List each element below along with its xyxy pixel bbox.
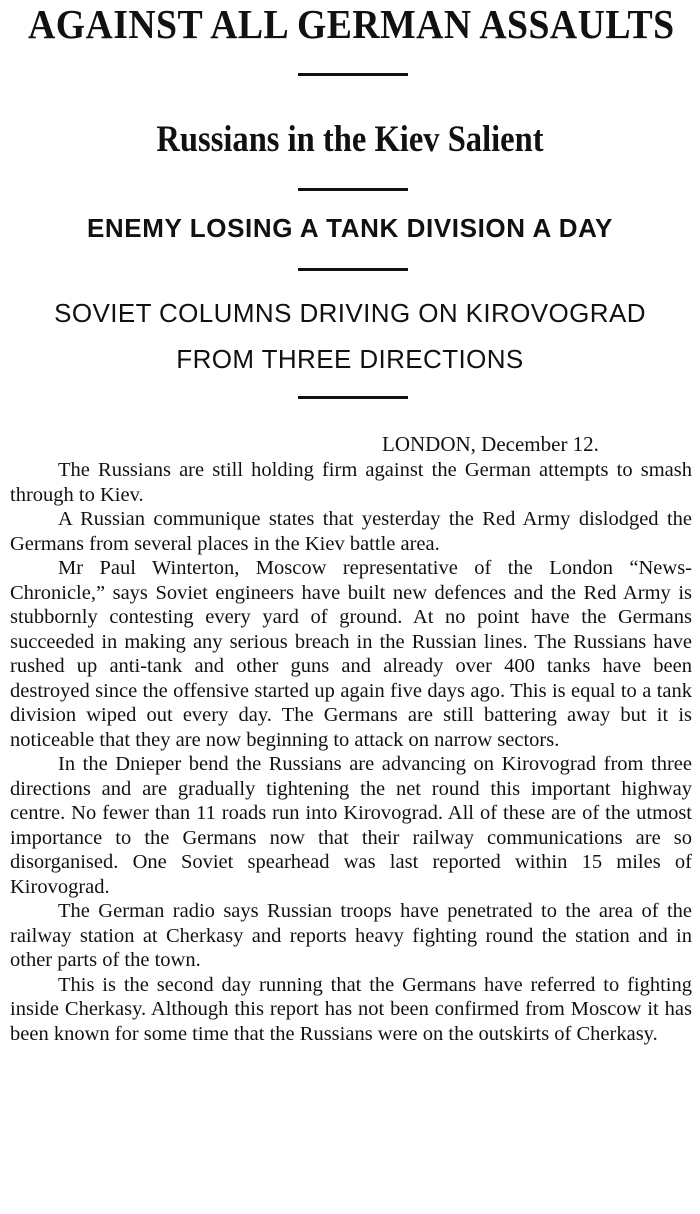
deck-kirovograd-line-1: SOVIET COLUMNS DRIVING ON KIROVOGRAD: [54, 298, 646, 328]
divider-rule: [298, 268, 408, 271]
divider-rule: [298, 188, 408, 191]
headline: AGAINST ALL GERMAN ASSAULTS: [28, 1, 675, 47]
paragraph: A Russian communique states that yesterday the Red Army dislodged the Germans from several places in the Kiev battle area.: [10, 508, 692, 555]
paragraph: The German radio says Russian troops have penetrated to the area of the railway station at Cherkasy and reports heavy fighting round the station and in other parts of the town.: [10, 900, 692, 971]
divider-rule: [298, 396, 408, 399]
paragraph: This is the second day running that the Germans have referred to fighting inside Cherkasy. Although this report has not been confirmed from Moscow it has been known for some time that the Russians were on the outskirts of Cherkasy.: [10, 973, 692, 1045]
paragraph: In the Dnieper bend the Russians are advancing on Kirovograd from three directions and are gradually tightening the net round this important highway centre. No fewer than 11 roads run into Kirovograd. All of these are of the utmost importance to the Germans now that their railway communications are so disorganised. One Soviet spearhead was last reported within 15 miles of Kirovograd.: [10, 753, 692, 898]
deck-kirovograd-line-2: FROM THREE DIRECTIONS: [176, 344, 524, 374]
divider-rule: [298, 73, 408, 76]
deck-kirovograd: [0, 290, 700, 382]
dateline: LONDON, December 12.: [382, 432, 599, 456]
deck-tank-division: ENEMY LOSING A TANK DIVISION A DAY: [86, 213, 614, 243]
paragraph: The Russians are still holding firm against the German attempts to smash through to Kiev.: [10, 459, 692, 506]
subheadline: Russians in the Kiev Salient: [156, 119, 544, 160]
article-body: [10, 458, 692, 1046]
paragraph: Mr Paul Winterton, Moscow representative of the London “News-Chronicle,” says Soviet engineers have built new defences and the Red Army is stubbornly contesting every yard of ground. At no point have the Germans succeeded in making any serious breach in the Russian lines. The Russians have rushed up anti-tank and other guns and already over 400 tanks have been destroyed since the offensive started up again five days ago. This is equal to a tank division wiped out every day. The Germans are still battering away but it is noticeable that they are now beginning to attack on narrow sectors.: [10, 557, 692, 751]
